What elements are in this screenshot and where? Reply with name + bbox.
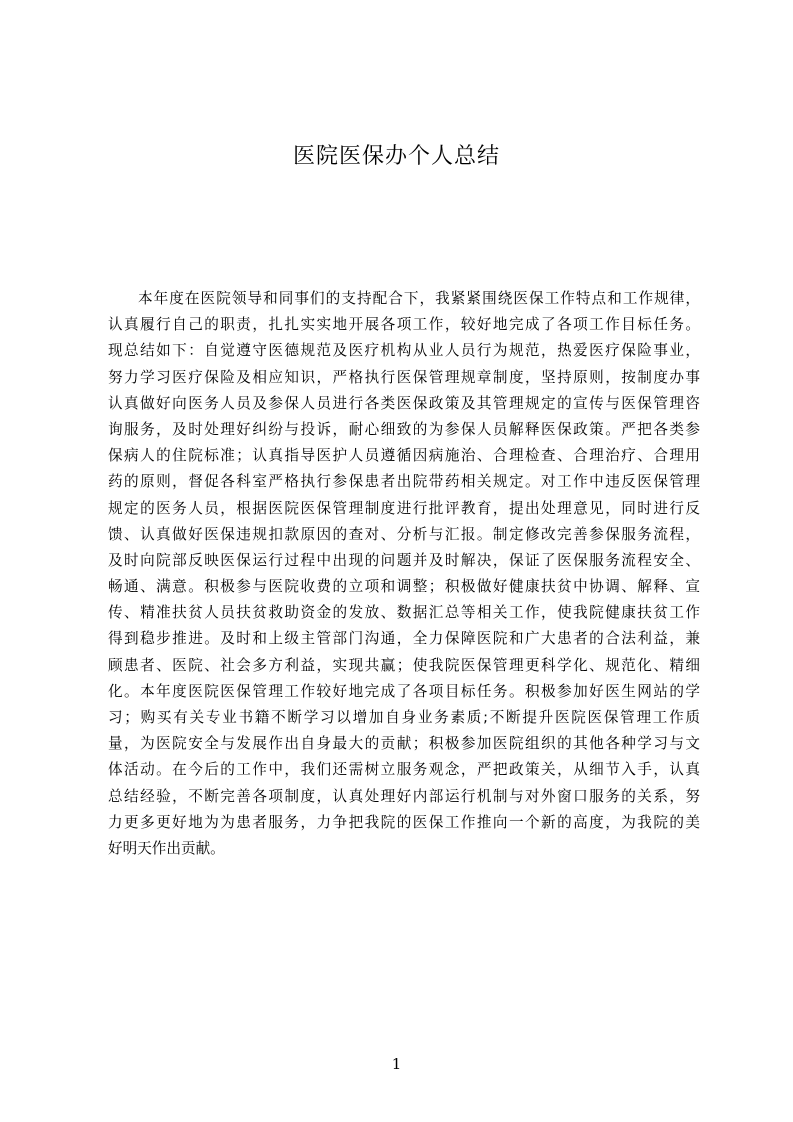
paragraph-line: 化。本年度医院医保管理工作较好地完成了各项目标任务。积极参加好医生网站的学 xyxy=(108,682,700,700)
paragraph-line: 总结经验，不断完善各项制度，认真处理好内部运行机制与对外窗口服务的关系，努 xyxy=(108,787,700,805)
paragraph-line: 体活动。在今后的工作中，我们还需树立服务观念，严把政策关，从细节入手，认真 xyxy=(108,761,700,779)
paragraph-line: 量，为医院安全与发展作出自身最大的贡献；积极参加医院组织的其他各种学习与文 xyxy=(108,735,700,753)
page-number: 1 xyxy=(391,1055,402,1073)
paragraph-line: 现总结如下：自觉遵守医德规范及医疗机构从业人员行为规范，热爱医疗保险事业， xyxy=(108,342,700,360)
paragraph-line: 及时向院部反映医保运行过程中出现的问题并及时解决，保证了医保服务流程安全、 xyxy=(108,551,700,569)
paragraph-line: 畅通、满意。积极参与医院收费的立项和调整；积极做好健康扶贫中协调、解释、宣 xyxy=(108,578,700,596)
document-title: 医院医保办个人总结 xyxy=(292,144,500,169)
paragraph-line: 馈、认真做好医保违规扣款原因的查对、分析与汇报。制定修改完善参保服务流程， xyxy=(108,525,700,543)
document-body xyxy=(108,286,700,862)
paragraph-line: 认真履行自己的职责，扎扎实实地开展各项工作，较好地完成了各项工作目标任务。 xyxy=(108,316,700,334)
paragraph-line: 认真做好向医务人员及参保人员进行各类医保政策及其管理规定的宣传与医保管理咨 xyxy=(108,394,700,412)
paragraph-line: 好明天作出贡献。 xyxy=(108,839,225,857)
paragraph-line: 习；购买有关专业书籍不断学习以增加自身业务素质;不断提升医院医保管理工作质 xyxy=(108,709,700,726)
paragraph-line: 保病人的住院标准；认真指导医护人员遵循因病施治、合理检查、合理治疗、合理用 xyxy=(108,447,700,465)
paragraph-line: 规定的医务人员，根据医院医保管理制度进行批评教育，提出处理意见，同时进行反 xyxy=(108,499,700,517)
paragraph-line: 得到稳步推进。及时和上级主管部门沟通，全力保障医院和广大患者的合法利益，兼 xyxy=(108,630,700,648)
paragraph-line: 药的原则，督促各科室严格执行参保患者出院带药相关规定。对工作中违反医保管理 xyxy=(108,473,700,491)
paragraph-line: 询服务，及时处理好纠纷与投诉，耐心细致的为参保人员解释医保政策。严把各类参 xyxy=(108,420,700,438)
paragraph-line: 传、精准扶贫人员扶贫救助资金的发放、数据汇总等相关工作，使我院健康扶贫工作 xyxy=(108,604,700,622)
paragraph-line: 本年度在医院领导和同事们的支持配合下，我紧紧围绕医保工作特点和工作规律， xyxy=(138,290,700,307)
paragraph-line: 顾患者、医院、社会多方利益，实现共赢；使我院医保管理更科学化、规范化、精细 xyxy=(108,656,700,674)
paragraph-line: 努力学习医疗保险及相应知识，严格执行医保管理规章制度，坚持原则，按制度办事 xyxy=(108,368,700,386)
paragraph-line: 力更多更好地为为患者服务，力争把我院的医保工作推向一个新的高度，为我院的美 xyxy=(108,813,700,831)
